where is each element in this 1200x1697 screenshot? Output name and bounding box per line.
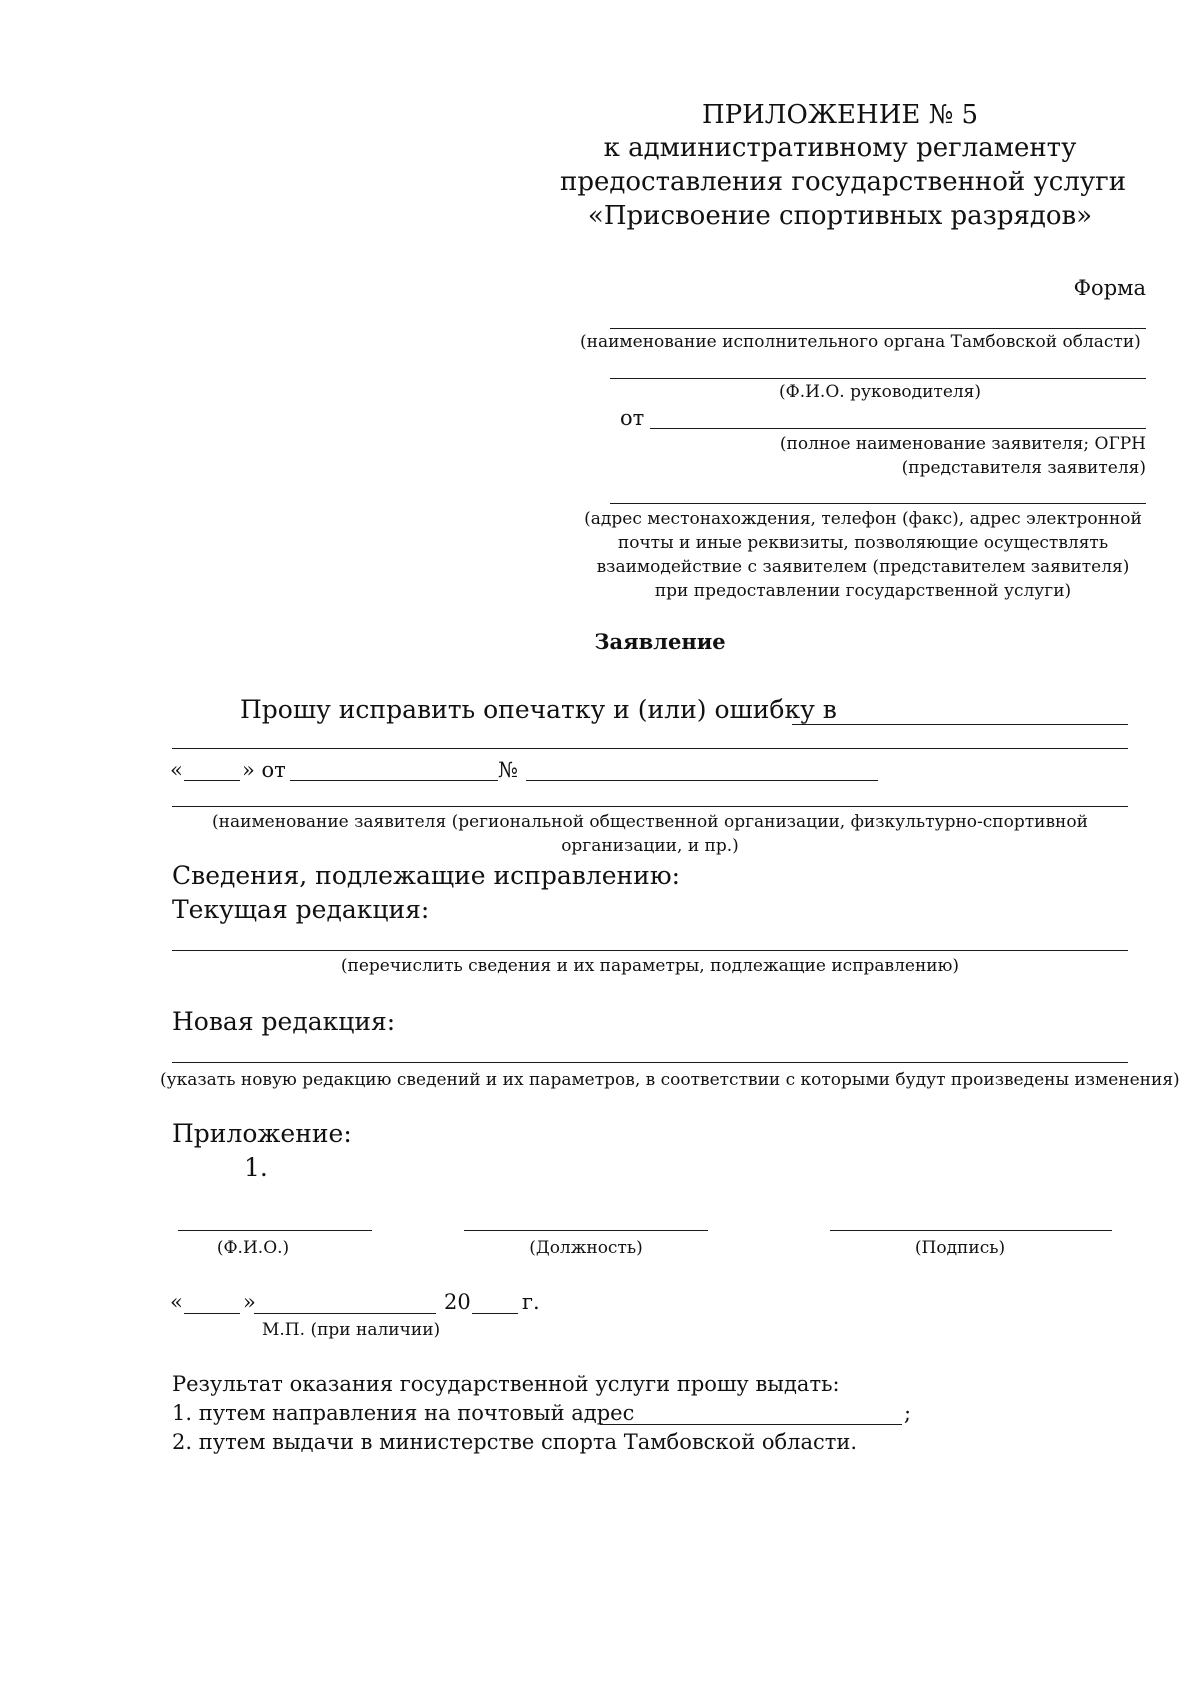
from-label: от xyxy=(620,406,645,430)
postal-address-line[interactable] xyxy=(600,1424,902,1425)
new-edition-line[interactable] xyxy=(172,1062,1128,1063)
annex-line-2: предоставления государственной услуги xyxy=(560,167,1127,197)
head-name-line[interactable] xyxy=(610,378,1146,379)
current-edition-label: Текущая редакция: xyxy=(172,895,430,924)
applicant-caption-1: (полное наименование заявителя; ОГРН xyxy=(779,434,1146,454)
doc-date-line[interactable] xyxy=(290,780,498,781)
organ-name-line[interactable] xyxy=(610,328,1146,329)
result-intro: Результат оказания государственной услуги прошу выдать: xyxy=(172,1372,840,1396)
new-edition-label: Новая редакция: xyxy=(172,1007,396,1036)
sign-line[interactable] xyxy=(830,1230,1112,1231)
result-option-1-end: ; xyxy=(904,1401,912,1425)
sign-date-quote-open: « xyxy=(170,1290,183,1314)
current-edition-caption: (перечислить сведения и их параметры, подлежащие исправлению) xyxy=(340,956,960,976)
applicant-name-line[interactable] xyxy=(650,428,1146,429)
document-continuation-line[interactable] xyxy=(172,748,1128,749)
current-edition-line[interactable] xyxy=(172,950,1128,951)
result-option-2: 2. путем выдачи в министерстве спорта Тамбовской области. xyxy=(172,1430,858,1454)
annex-line-1: к административному регламенту xyxy=(603,133,1077,163)
document-name-line[interactable] xyxy=(792,724,1128,725)
applicant-org-line[interactable] xyxy=(172,806,1128,807)
doc-number-line[interactable] xyxy=(526,780,878,781)
address-caption-1: (адрес местонахождения, телефон (факс), адрес электронной xyxy=(584,509,1142,529)
sign-month-line[interactable] xyxy=(254,1313,436,1314)
annex-line-3: «Присвоение спортивных разрядов» xyxy=(587,201,1093,231)
new-edition-caption: (указать новую редакцию сведений и их параметров, в соответствии с которыми будут произведены изменения) xyxy=(160,1070,1180,1090)
sign-date-quote-close: » xyxy=(243,1290,256,1314)
applicant-name-caption-1: (наименование заявителя (региональной общественной организации, физкультурно-спортивной xyxy=(212,812,1088,832)
request-text: Прошу исправить опечатку и (или) ошибку в xyxy=(240,695,837,724)
address-caption-4: при предоставлении государственной услуги) xyxy=(654,581,1072,601)
corrections-heading: Сведения, подлежащие исправлению: xyxy=(172,861,681,890)
position-caption: (Должность) xyxy=(529,1238,643,1258)
sign-caption: (Подпись) xyxy=(914,1238,1006,1258)
applicant-caption-2: (представителя заявителя) xyxy=(901,458,1146,478)
statement-title: Заявление xyxy=(594,629,726,654)
applicant-name-caption-2: организации, и пр.) xyxy=(561,836,739,856)
attachment-label: Приложение: xyxy=(172,1119,352,1148)
doc-day-line[interactable] xyxy=(184,780,240,781)
address-caption-2: почты и иные реквизиты, позволяющие осуществлять xyxy=(617,533,1109,553)
head-caption: (Ф.И.О. руководителя) xyxy=(778,382,982,402)
address-line[interactable] xyxy=(610,503,1146,504)
sign-year-line[interactable] xyxy=(472,1313,518,1314)
date-quote-open: « xyxy=(170,758,183,782)
address-caption-3: взаимодействие с заявителем (представителем заявителя) xyxy=(596,557,1130,577)
number-sign: № xyxy=(498,758,518,782)
sign-day-line[interactable] xyxy=(184,1313,240,1314)
fio-caption: (Ф.И.О.) xyxy=(216,1238,290,1258)
position-signature-line[interactable] xyxy=(464,1230,708,1231)
result-option-1: 1. путем направления на почтовый адрес xyxy=(172,1401,635,1425)
annex-title: ПРИЛОЖЕНИЕ № 5 xyxy=(701,100,979,130)
year-prefix: 20 xyxy=(444,1290,471,1314)
date-quote-close-from: » от xyxy=(242,758,286,782)
year-suffix: г. xyxy=(522,1290,540,1314)
form-label: Форма xyxy=(1073,276,1146,300)
stamp-caption: М.П. (при наличии) xyxy=(262,1320,441,1340)
organ-caption: (наименование исполнительного органа Тамбовской области) xyxy=(580,332,1141,352)
attachment-item-1: 1. xyxy=(244,1153,268,1182)
fio-signature-line[interactable] xyxy=(178,1230,372,1231)
